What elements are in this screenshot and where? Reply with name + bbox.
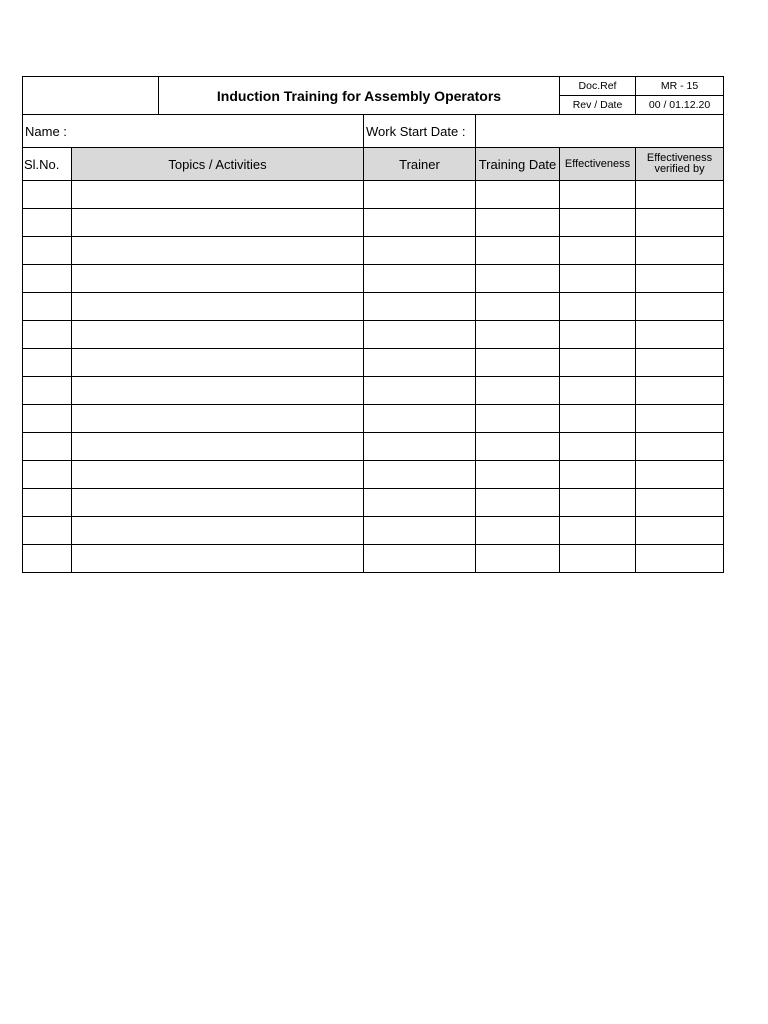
table-row (23, 433, 724, 461)
effectiveness-cell[interactable] (560, 293, 636, 321)
sl-no-cell[interactable] (23, 489, 72, 517)
table-row (23, 461, 724, 489)
training-date-cell[interactable] (476, 209, 560, 237)
trainer-cell[interactable] (364, 209, 476, 237)
table-row (23, 377, 724, 405)
trainer-cell[interactable] (364, 517, 476, 545)
training-date-cell[interactable] (476, 181, 560, 209)
trainer-cell[interactable] (364, 237, 476, 265)
sl-no-cell[interactable] (23, 405, 72, 433)
col-header-verified-by: Effectiveness verified by (636, 148, 724, 181)
verified-by-cell[interactable] (636, 461, 724, 489)
effectiveness-cell[interactable] (560, 181, 636, 209)
table-row (23, 321, 724, 349)
name-label: Name : (25, 123, 67, 139)
verified-by-cell[interactable] (636, 265, 724, 293)
trainer-cell[interactable] (364, 489, 476, 517)
sl-no-cell[interactable] (23, 293, 72, 321)
effectiveness-cell[interactable] (560, 377, 636, 405)
training-date-cell[interactable] (476, 293, 560, 321)
topic-cell[interactable] (72, 321, 364, 349)
training-date-cell[interactable] (476, 461, 560, 489)
verified-by-cell[interactable] (636, 405, 724, 433)
verified-by-cell[interactable] (636, 377, 724, 405)
table-row (23, 209, 724, 237)
effectiveness-cell[interactable] (560, 405, 636, 433)
sl-no-cell[interactable] (23, 377, 72, 405)
effectiveness-cell[interactable] (560, 321, 636, 349)
effectiveness-cell[interactable] (560, 489, 636, 517)
table-row (23, 237, 724, 265)
topic-cell[interactable] (72, 209, 364, 237)
verified-by-cell[interactable] (636, 237, 724, 265)
topic-cell[interactable] (72, 405, 364, 433)
training-date-cell[interactable] (476, 545, 560, 573)
sl-no-cell[interactable] (23, 461, 72, 489)
verified-by-cell[interactable] (636, 517, 724, 545)
verified-by-cell[interactable] (636, 181, 724, 209)
sl-no-cell[interactable] (23, 237, 72, 265)
training-date-cell[interactable] (476, 349, 560, 377)
verified-by-cell[interactable] (636, 321, 724, 349)
trainer-cell[interactable] (364, 545, 476, 573)
column-header-row (23, 148, 724, 181)
sl-no-cell[interactable] (23, 209, 72, 237)
topic-cell[interactable] (72, 349, 364, 377)
form-table (22, 76, 724, 573)
sl-no-cell[interactable] (23, 433, 72, 461)
col-header-trainer: Trainer (364, 148, 476, 181)
effectiveness-cell[interactable] (560, 349, 636, 377)
col-header-training-date: Training Date (476, 148, 560, 181)
topic-cell[interactable] (72, 237, 364, 265)
training-date-cell[interactable] (476, 237, 560, 265)
effectiveness-cell[interactable] (560, 209, 636, 237)
table-row (23, 545, 724, 573)
training-date-cell[interactable] (476, 321, 560, 349)
trainer-cell[interactable] (364, 321, 476, 349)
table-row (23, 517, 724, 545)
rev-date-label: Rev / Date (560, 96, 636, 115)
sl-no-cell[interactable] (23, 181, 72, 209)
trainer-cell[interactable] (364, 433, 476, 461)
topic-cell[interactable] (72, 433, 364, 461)
sl-no-cell[interactable] (23, 349, 72, 377)
training-date-cell[interactable] (476, 265, 560, 293)
topic-cell[interactable] (72, 517, 364, 545)
col-header-effectiveness: Effectiveness (560, 148, 636, 181)
sl-no-cell[interactable] (23, 517, 72, 545)
training-form (22, 76, 723, 573)
topic-cell[interactable] (72, 489, 364, 517)
sl-no-cell[interactable] (23, 545, 72, 573)
trainer-cell[interactable] (364, 349, 476, 377)
topic-cell[interactable] (72, 293, 364, 321)
table-row (23, 489, 724, 517)
table-row (23, 349, 724, 377)
topic-cell[interactable] (72, 181, 364, 209)
trainer-cell[interactable] (364, 377, 476, 405)
effectiveness-cell[interactable] (560, 517, 636, 545)
training-date-cell[interactable] (476, 489, 560, 517)
topic-cell[interactable] (72, 377, 364, 405)
sl-no-cell[interactable] (23, 265, 72, 293)
work-start-date-field[interactable] (476, 115, 724, 148)
effectiveness-cell[interactable] (560, 461, 636, 489)
effectiveness-cell[interactable] (560, 545, 636, 573)
verified-by-cell[interactable] (636, 349, 724, 377)
verified-by-cell[interactable] (636, 209, 724, 237)
verified-by-cell[interactable] (636, 545, 724, 573)
col-header-sl-no: Sl.No. (23, 148, 72, 181)
trainer-cell[interactable] (364, 293, 476, 321)
training-date-cell[interactable] (476, 377, 560, 405)
table-row (23, 265, 724, 293)
verified-by-cell[interactable] (636, 293, 724, 321)
rev-date-value: 00 / 01.12.20 (636, 96, 724, 115)
training-date-cell[interactable] (476, 405, 560, 433)
trainer-cell[interactable] (364, 461, 476, 489)
topic-cell[interactable] (72, 265, 364, 293)
training-date-cell[interactable] (476, 433, 560, 461)
logo-cell (23, 77, 159, 115)
table-row (23, 293, 724, 321)
training-date-cell[interactable] (476, 517, 560, 545)
effectiveness-cell[interactable] (560, 237, 636, 265)
form-title: Induction Training for Assembly Operators (159, 77, 560, 115)
effectiveness-cell[interactable] (560, 433, 636, 461)
effectiveness-cell[interactable] (560, 265, 636, 293)
table-row (23, 181, 724, 209)
doc-ref-label: Doc.Ref (560, 77, 636, 96)
name-field[interactable] (23, 115, 364, 148)
col-header-topics: Topics / Activities (72, 148, 364, 181)
trainer-cell[interactable] (364, 265, 476, 293)
verified-by-cell[interactable] (636, 489, 724, 517)
topic-cell[interactable] (72, 545, 364, 573)
verified-by-cell[interactable] (636, 433, 724, 461)
work-start-date-label: Work Start Date : (364, 115, 476, 148)
topic-cell[interactable] (72, 461, 364, 489)
trainer-cell[interactable] (364, 181, 476, 209)
doc-ref-value: MR - 15 (636, 77, 724, 96)
trainer-cell[interactable] (364, 405, 476, 433)
sl-no-cell[interactable] (23, 321, 72, 349)
table-row (23, 405, 724, 433)
